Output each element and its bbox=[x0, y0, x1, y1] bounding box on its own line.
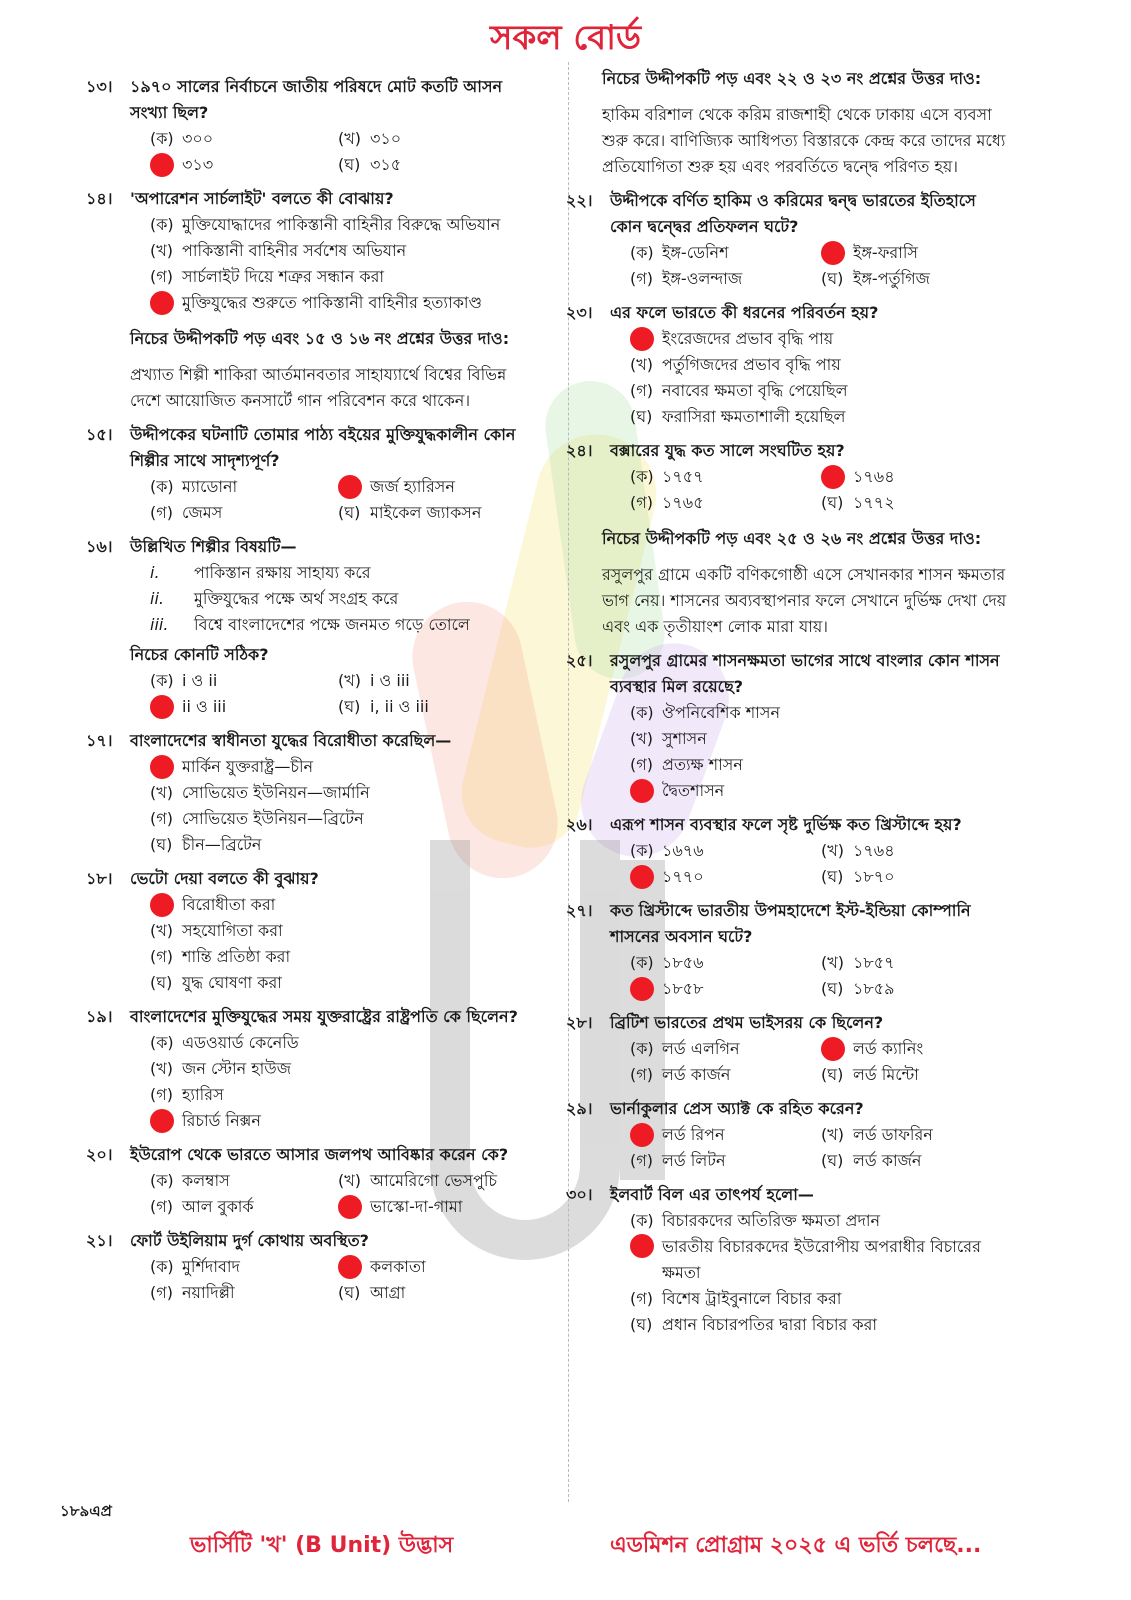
question-text: ইলবার্ট বিল এর তাৎপর্য হলো— bbox=[610, 1185, 814, 1204]
stimulus-body: প্রখ্যাত শিল্পী শাকিরা আর্তমানবতার সাহায্যার্থে বিশ্বের বিভিন্ন দেশে আয়োজিত কনসার্টে গান পরিবেশন করে থাকেন। bbox=[130, 365, 507, 410]
option: (খ) আমেরিগো ভেসপুচি bbox=[338, 1171, 498, 1190]
option-correct: মুক্তিযুদ্ধের শুরুতে পাকিস্তানী বাহিনীর হত্যাকাণ্ড bbox=[150, 290, 526, 316]
question-23: ২৩। এর ফলে ভারতে কী ধরনের পরিবর্তন হয়? bbox=[566, 300, 1012, 326]
question-13: ১৩। ১৯৭০ সালের নির্বাচনে জাতীয় পরিষদে মোট কতটি আসন সংখ্যা ছিল? bbox=[86, 74, 526, 126]
answer-mark bbox=[150, 153, 174, 177]
question-text: ১৯৭০ সালের নির্বাচনে জাতীয় পরিষদে মোট কতটি আসন সংখ্যা ছিল? bbox=[130, 77, 503, 122]
question-24: ২৪। বক্সারের যুদ্ধ কত সালে সংঘটিত হয়? bbox=[566, 438, 1012, 464]
question-17: ১৭। বাংলাদেশের স্বাধীনতা যুদ্ধের বিরোধীতা করেছিল— bbox=[86, 728, 526, 754]
question-21: ২১। ফোর্ট উইলিয়াম দুর্গ কোথায় অবস্থিত? bbox=[86, 1228, 526, 1254]
stimulus-body: হাকিম বরিশাল থেকে করিম রাজশাহী থেকে ঢাকায় এসে ব্যবসা শুরু করে। বাণিজ্যিক আধিপত্য বিস্তারকে কেন্দ্র করে তাদের মধ্যে প্রতিযোগিতা শুরু হয় এবং পরবর্তিতে দ্বন্দ্বে পরিণত হয়। bbox=[602, 105, 1006, 176]
answer-mark bbox=[150, 893, 174, 917]
option: (ক) ১৮৫৬ bbox=[630, 953, 704, 972]
option-correct: ইংরেজদের প্রভাব বৃদ্ধি পায় bbox=[630, 326, 1012, 352]
option: (ঘ) ৩১৫ bbox=[338, 155, 402, 174]
question-29: ২৯। ভার্নাকুলার প্রেস অ্যাক্ট কে রহিত করেন? bbox=[566, 1096, 1012, 1122]
answer-mark bbox=[630, 865, 654, 889]
question-text: ফোর্ট উইলিয়াম দুর্গ কোথায় অবস্থিত? bbox=[130, 1231, 369, 1250]
option: (খ) সোভিয়েত ইউনিয়ন—জার্মানি bbox=[150, 783, 370, 802]
option: (ঘ) লর্ড মিন্টো bbox=[821, 1065, 919, 1084]
option: (খ) ৩১০ bbox=[338, 129, 402, 148]
question-30: ৩০। ইলবার্ট বিল এর তাৎপর্য হলো— bbox=[566, 1182, 1012, 1208]
answer-mark bbox=[821, 1037, 845, 1061]
option: (খ) সহযোগিতা করা bbox=[150, 921, 283, 940]
question-14: ১৪। 'অপারেশন সার্চলাইট' বলতে কী বোঝায়? bbox=[86, 186, 526, 212]
option: (ঘ) চীন—ব্রিটেন bbox=[150, 835, 262, 854]
option: (খ) পর্তুগিজদের প্রভাব বৃদ্ধি পায় bbox=[630, 355, 841, 374]
option: (গ) হ্যারিস bbox=[150, 1085, 224, 1104]
option: (খ) সুশাসন bbox=[630, 729, 707, 748]
answer-mark bbox=[630, 977, 654, 1001]
option: (গ) নয়াদিল্লী bbox=[150, 1283, 235, 1302]
option: (গ) আল বুকার্ক bbox=[150, 1197, 254, 1216]
option: (খ) ১৭৬৪ bbox=[821, 841, 895, 860]
option: (খ) জন স্টোন হাউজ bbox=[150, 1059, 292, 1078]
answer-mark bbox=[150, 695, 174, 719]
option-correct: লর্ড রিপন bbox=[630, 1122, 821, 1148]
question-22: ২২। উদ্দীপকে বর্ণিত হাকিম ও করিমের দ্বন্দ্ব ভারতের ইতিহাসে কোন দ্বন্দ্বের প্রতিফলন ঘটে? bbox=[566, 188, 1012, 240]
option-correct: লর্ড ক্যানিং bbox=[821, 1036, 1012, 1062]
stimulus-body: রসুলপুর গ্রামে একটি বণিকগোষ্ঠী এসে সেখানকার শাসন ক্ষমতার ভাগ নেয়। শাসনের অব্যবস্থাপনার ফলে সেখানে দুর্ভিক্ষ দেখা দেয় এবং এক তৃতীয়াংশ লোক মারা যায়। bbox=[602, 565, 1007, 636]
page-number: ১৮৯এপ্র bbox=[60, 1502, 112, 1520]
option: (গ) জেমস bbox=[150, 503, 223, 522]
question-26: ২৬। এরূপ শাসন ব্যবস্থার ফলে সৃষ্ট দুর্ভিক্ষ কত খ্রিস্টাব্দে হয়? bbox=[566, 812, 1012, 838]
stimulus-intro: নিচের উদ্দীপকটি পড় এবং ২৫ ও ২৬ নং প্রশ্নের উত্তর দাও: bbox=[602, 529, 982, 548]
option-correct: ১৮৫৮ bbox=[630, 976, 821, 1002]
question-20: ২০। ইউরোপ থেকে ভারতে আসার জলপথ আবিষ্কার করেন কে? bbox=[86, 1142, 526, 1168]
question-text: ইউরোপ থেকে ভারতে আসার জলপথ আবিষ্কার করেন কে? bbox=[130, 1145, 509, 1164]
question-text: ভার্নাকুলার প্রেস অ্যাক্ট কে রহিত করেন? bbox=[610, 1099, 864, 1118]
answer-mark bbox=[150, 1109, 174, 1133]
option-correct: জর্জ হ্যারিসন bbox=[338, 474, 526, 500]
answer-mark bbox=[630, 1234, 654, 1258]
question-text: এরূপ শাসন ব্যবস্থার ফলে সৃষ্ট দুর্ভিক্ষ কত খ্রিস্টাব্দে হয়? bbox=[610, 815, 962, 834]
option: (গ) সার্চলাইট দিয়ে শত্রুর সন্ধান করা bbox=[150, 267, 385, 286]
option: (ক) ৩০০ bbox=[150, 129, 214, 148]
option: (গ) বিশেষ ট্রাইবুনালে বিচার করা bbox=[630, 1289, 842, 1308]
sub-question: নিচের কোনটি সঠিক? bbox=[130, 645, 269, 664]
option: (ক) ম্যাডোনা bbox=[150, 477, 238, 496]
option: (গ) ১৭৬৫ bbox=[630, 493, 704, 512]
question-18: ১৮। ভেটো দেয়া বলতে কী বুঝায়? bbox=[86, 866, 526, 892]
answer-mark bbox=[821, 465, 845, 489]
answer-mark bbox=[630, 779, 654, 803]
question-text: ভেটো দেয়া বলতে কী বুঝায়? bbox=[130, 869, 319, 888]
left-column bbox=[86, 66, 526, 1306]
option: (গ) প্রত্যক্ষ শাসন bbox=[630, 755, 743, 774]
answer-mark bbox=[150, 291, 174, 315]
option: (ঘ) ফরাসিরা ক্ষমতাশালী হয়েছিল bbox=[630, 407, 846, 426]
option: (খ) লর্ড ডাফরিন bbox=[821, 1125, 933, 1144]
option: (খ) ১৮৫৭ bbox=[821, 953, 895, 972]
footer-brand: ভার্সিটি 'খ' (B Unit) উদ্ভাস bbox=[190, 1533, 454, 1558]
answer-mark bbox=[630, 327, 654, 351]
option: (গ) সোভিয়েত ইউনিয়ন—ব্রিটেন bbox=[150, 809, 364, 828]
answer-mark bbox=[338, 1195, 362, 1219]
question-text: উদ্দীপকের ঘটনাটি তোমার পাঠ্য বইয়ের মুক্তিযুদ্ধকালীন কোন শিল্পীর সাথে সাদৃশ্যপূর্ণ? bbox=[130, 425, 516, 470]
answer-mark bbox=[150, 755, 174, 779]
option-correct: ভাস্কো-দা-গামা bbox=[338, 1194, 526, 1220]
statement-list: i. পাকিস্তান রক্ষায় সাহায্য করে ii. মুক্তিযুদ্ধের পক্ষে অর্থ সংগ্রহ করে iii. বিশ্বে বাংলাদেশের পক্ষে জনমত গড়ে তোলে bbox=[150, 563, 470, 634]
answer-mark bbox=[338, 475, 362, 499]
question-text: উদ্দীপকে বর্ণিত হাকিম ও করিমের দ্বন্দ্ব ভারতের ইতিহাসে কোন দ্বন্দ্বের প্রতিফলন ঘটে? bbox=[610, 191, 976, 236]
question-16: ১৬। উল্লিখিত শিল্পীর বিষয়টি— bbox=[86, 534, 526, 560]
option: (গ) লর্ড লিটন bbox=[630, 1151, 726, 1170]
option-correct: ১৭৬৪ bbox=[821, 464, 1012, 490]
question-text: বাংলাদেশের মুক্তিযুদ্ধের সময় যুক্তরাষ্ট্রের রাষ্ট্রপতি কে ছিলেন? bbox=[130, 1007, 518, 1026]
stimulus-intro: নিচের উদ্দীপকটি পড় এবং ১৫ ও ১৬ নং প্রশ্নের উত্তর দাও: bbox=[130, 329, 510, 348]
option: (ঘ) লর্ড কার্জন bbox=[821, 1151, 922, 1170]
option: (খ) i ও iii bbox=[338, 671, 410, 690]
option-correct: বিরোধীতা করা bbox=[150, 892, 526, 918]
option: (খ) পাকিস্তানী বাহিনীর সর্বশেষ অভিযান bbox=[150, 241, 407, 260]
option: (ঘ) ১৮৫৯ bbox=[821, 979, 895, 998]
question-text: বাংলাদেশের স্বাধীনতা যুদ্ধের বিরোধীতা করেছিল— bbox=[130, 731, 452, 750]
question-text: রসুলপুর গ্রামের শাসনক্ষমতা ভাগের সাথে বাংলার কোন শাসন ব্যবস্থার মিল রয়েছে? bbox=[610, 651, 1000, 696]
option-correct: ভারতীয় বিচারকদের ইউরোপীয় অপরাধীর বিচারের ক্ষমতা bbox=[630, 1234, 1012, 1286]
option-correct: মার্কিন যুক্তরাষ্ট্র—চীন bbox=[150, 754, 526, 780]
option: (গ) ইঙ্গ-ওলন্দাজ bbox=[630, 269, 743, 288]
answer-mark bbox=[630, 1123, 654, 1147]
answer-mark bbox=[821, 241, 845, 265]
option: (ক) মুক্তিযোদ্ধাদের পাকিস্তানী বাহিনীর বিরুদ্ধে অভিযান bbox=[150, 215, 501, 234]
option: (ঘ) ইঙ্গ-পর্তুগিজ bbox=[821, 269, 930, 288]
option-correct: ১৭৭০ bbox=[630, 864, 821, 890]
question-text: উল্লিখিত শিল্পীর বিষয়টি— bbox=[130, 537, 297, 556]
option: (ঘ) যুদ্ধ ঘোষণা করা bbox=[150, 973, 282, 992]
question-19: ১৯। বাংলাদেশের মুক্তিযুদ্ধের সময় যুক্তরাষ্ট্রের রাষ্ট্রপতি কে ছিলেন? bbox=[86, 1004, 526, 1030]
question-text: বক্সারের যুদ্ধ কত সালে সংঘটিত হয়? bbox=[610, 441, 845, 460]
option: (গ) শান্তি প্রতিষ্ঠা করা bbox=[150, 947, 291, 966]
option: (ক) ইঙ্গ-ডেনিশ bbox=[630, 243, 729, 262]
question-text: 'অপারেশন সার্চলাইট' বলতে কী বোঝায়? bbox=[130, 189, 394, 208]
option: (ক) লর্ড এলগিন bbox=[630, 1039, 740, 1058]
option-correct: দ্বৈতশাসন bbox=[630, 778, 1012, 804]
option: (ক) বিচারকদের অতিরিক্ত ক্ষমতা প্রদান bbox=[630, 1211, 881, 1230]
option: (ঘ) মাইকেল জ্যাকসন bbox=[338, 503, 482, 522]
right-column bbox=[566, 66, 1012, 1338]
option: (ক) এডওয়ার্ড কেনেডি bbox=[150, 1033, 299, 1052]
option: (ঘ) আগ্রা bbox=[338, 1283, 406, 1302]
option-correct: কলকাতা bbox=[338, 1254, 526, 1280]
option: (গ) লর্ড কার্জন bbox=[630, 1065, 731, 1084]
option: (ঘ) i, ii ও iii bbox=[338, 697, 429, 716]
question-text: কত খ্রিস্টাব্দে ভারতীয় উপমহাদেশে ইস্ট-ইন্ডিয়া কোম্পানি শাসনের অবসান ঘটে? bbox=[610, 901, 971, 946]
footer-promo: এডমিশন প্রোগ্রাম ২০২৫ এ ভর্তি চলছে... bbox=[610, 1533, 982, 1558]
option: (গ) নবাবের ক্ষমতা বৃদ্ধি পেয়েছিল bbox=[630, 381, 848, 400]
question-25: ২৫। রসুলপুর গ্রামের শাসনক্ষমতা ভাগের সাথে বাংলার কোন শাসন ব্যবস্থার মিল রয়েছে? bbox=[566, 648, 1012, 700]
option: (ক) i ও ii bbox=[150, 671, 218, 690]
option: (ঘ) প্রধান বিচারপতির দ্বারা বিচার করা bbox=[630, 1315, 878, 1334]
option: (ক) ঔপনিবেশিক শাসন bbox=[630, 703, 781, 722]
question-15: ১৫। উদ্দীপকের ঘটনাটি তোমার পাঠ্য বইয়ের মুক্তিযুদ্ধকালীন কোন শিল্পীর সাথে সাদৃশ্যপূর্ণ? bbox=[86, 422, 526, 474]
page-title: সকল বোর্ড bbox=[489, 18, 642, 58]
option: (ক) ১৭৫৭ bbox=[630, 467, 704, 486]
answer-mark bbox=[338, 1255, 362, 1279]
option-correct: ইঙ্গ-ফরাসি bbox=[821, 240, 1012, 266]
question-text: এর ফলে ভারতে কী ধরনের পরিবর্তন হয়? bbox=[610, 303, 879, 322]
option-correct: রিচার্ড নিক্সন bbox=[150, 1108, 526, 1134]
option: (ক) মুর্শিদাবাদ bbox=[150, 1257, 240, 1276]
question-text: ব্রিটিশ ভারতের প্রথম ভাইসরয় কে ছিলেন? bbox=[610, 1013, 884, 1032]
stimulus-intro: নিচের উদ্দীপকটি পড় এবং ২২ ও ২৩ নং প্রশ্নের উত্তর দাও: bbox=[602, 69, 982, 88]
question-28: ২৮। ব্রিটিশ ভারতের প্রথম ভাইসরয় কে ছিলেন? bbox=[566, 1010, 1012, 1036]
option: (ঘ) ১৭৭২ bbox=[821, 493, 895, 512]
question-27: ২৭। কত খ্রিস্টাব্দে ভারতীয় উপমহাদেশে ইস্ট-ইন্ডিয়া কোম্পানি শাসনের অবসান ঘটে? bbox=[566, 898, 1012, 950]
option: (ঘ) ১৮৭০ bbox=[821, 867, 895, 886]
option: (ক) ১৬৭৬ bbox=[630, 841, 704, 860]
option-correct: ii ও iii bbox=[150, 694, 338, 720]
option: (ক) কলম্বাস bbox=[150, 1171, 230, 1190]
option-correct: ৩১৩ bbox=[150, 152, 338, 178]
